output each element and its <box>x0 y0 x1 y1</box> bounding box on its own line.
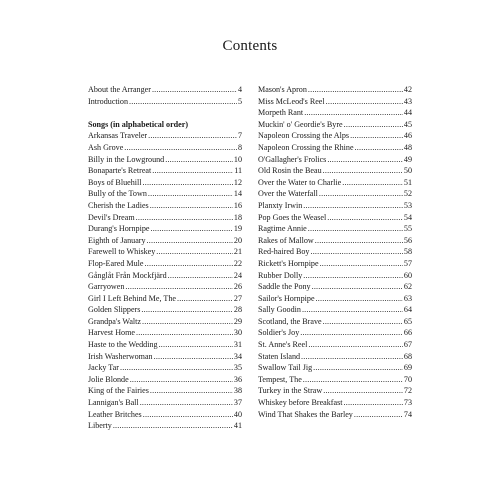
toc-entry-page: 7 <box>237 131 242 141</box>
dot-leader <box>129 96 237 108</box>
toc-entry[interactable] <box>88 293 242 305</box>
toc-entry-page: 72 <box>403 386 412 396</box>
dot-leader <box>159 339 233 351</box>
toc-entry-title: Farewell to Whiskey <box>88 247 156 257</box>
toc-entry-title: St. Anne's Reel <box>258 340 308 350</box>
contents-column-left <box>88 84 242 432</box>
toc-entry-page: 10 <box>233 154 242 164</box>
toc-entry[interactable] <box>88 165 242 177</box>
dot-leader <box>327 154 403 166</box>
toc-entry-title: Muckin' o' Geordie's Byre <box>258 119 343 129</box>
toc-entry-page: 21 <box>233 247 242 257</box>
songs-list-right <box>258 84 412 420</box>
toc-entry-page: 37 <box>233 398 242 408</box>
dot-leader <box>326 96 403 108</box>
toc-entry-page: 43 <box>403 96 412 106</box>
toc-entry-page: 46 <box>403 131 412 141</box>
dot-leader <box>148 130 237 142</box>
dot-leader <box>143 177 233 189</box>
dot-leader <box>316 293 403 305</box>
contents-column-right <box>258 84 412 420</box>
toc-entry-page: 35 <box>233 363 242 373</box>
toc-entry-title: O'Gallagher's Frolics <box>258 154 327 164</box>
toc-entry[interactable] <box>258 374 412 386</box>
toc-entry-title: Boys of Bluehill <box>88 177 142 187</box>
toc-entry-page: 60 <box>403 270 412 280</box>
toc-entry-page: 26 <box>233 282 242 292</box>
toc-entry-page: 38 <box>233 386 242 396</box>
toc-entry-title: Bully of the Town <box>88 189 147 199</box>
toc-entry-page: 19 <box>233 224 242 234</box>
toc-entry-title: Ash Grove <box>88 142 124 152</box>
toc-entry-page: 36 <box>233 374 242 384</box>
toc-entry-page: 41 <box>233 421 242 431</box>
toc-entry[interactable] <box>88 84 242 96</box>
dot-leader <box>136 327 233 339</box>
toc-entry[interactable] <box>258 327 412 339</box>
toc-entry[interactable] <box>258 362 412 374</box>
toc-entry[interactable] <box>258 130 412 142</box>
toc-entry-title: Arkansas Traveler <box>88 131 148 141</box>
toc-entry-page: 16 <box>233 200 242 210</box>
toc-entry-page: 4 <box>237 85 242 94</box>
toc-entry-title: Golden Slippers <box>88 305 141 315</box>
dot-leader <box>148 188 233 200</box>
toc-entry-page: 29 <box>233 316 242 326</box>
toc-entry-page: 48 <box>403 142 412 152</box>
toc-entry-title: Rickett's Hornpipe <box>258 258 319 268</box>
toc-entry-page: 11 <box>234 166 242 176</box>
dot-leader <box>156 246 233 258</box>
spacer <box>88 107 242 119</box>
toc-entry[interactable] <box>88 258 242 270</box>
toc-entry-title: Swallow Tail Jig <box>258 363 313 373</box>
dot-leader <box>150 223 232 235</box>
dot-leader <box>300 327 403 339</box>
dot-leader <box>140 397 233 409</box>
toc-entry-title: Devil's Dream <box>88 212 135 222</box>
dot-leader <box>327 212 403 224</box>
toc-entry-title: Mason's Apron <box>258 85 307 94</box>
toc-entry-page: 22 <box>233 258 242 268</box>
dot-leader <box>152 165 233 177</box>
section-heading: Songs (in alphabetical order) <box>88 119 189 129</box>
toc-entry[interactable] <box>258 270 412 282</box>
toc-entry[interactable] <box>88 177 242 189</box>
dot-leader <box>323 385 403 397</box>
toc-entry[interactable] <box>88 281 242 293</box>
dot-leader <box>342 177 403 189</box>
toc-entry-page: 74 <box>403 409 412 419</box>
toc-entry-title: King of the Fairies <box>88 386 149 396</box>
toc-entry-title: Saddle the Pony <box>258 282 311 292</box>
toc-entry[interactable] <box>258 409 412 421</box>
toc-entry-title: Whiskey before Breakfast <box>258 398 343 408</box>
toc-entry[interactable] <box>258 293 412 305</box>
toc-entry-page: 53 <box>403 200 412 210</box>
toc-entry[interactable] <box>258 200 412 212</box>
toc-entry-title: Garryowen <box>88 282 125 292</box>
toc-entry[interactable] <box>258 246 412 258</box>
toc-entry-page: 28 <box>233 305 242 315</box>
toc-entry[interactable] <box>258 84 412 96</box>
toc-entry-title: Old Rosin the Beau <box>258 166 322 176</box>
toc-entry-page: 55 <box>403 224 412 234</box>
toc-entry-title: Red-haired Boy <box>258 247 310 257</box>
dot-leader <box>310 246 402 258</box>
toc-entry-page: 65 <box>403 316 412 326</box>
toc-entry-title: Napoleon Crossing the Alps <box>258 131 350 141</box>
toc-entry[interactable] <box>258 188 412 200</box>
toc-entry[interactable] <box>258 385 412 397</box>
dot-leader <box>355 142 403 154</box>
toc-entry[interactable] <box>88 420 242 432</box>
toc-entry[interactable] <box>258 339 412 351</box>
toc-entry-title: About the Arranger <box>88 85 151 94</box>
toc-entry-title: Over the Water to Charlie <box>258 177 342 187</box>
toc-entry-page: 69 <box>403 363 412 373</box>
toc-entry[interactable] <box>258 304 412 316</box>
dot-leader <box>313 362 403 374</box>
toc-entry[interactable] <box>258 316 412 328</box>
toc-entry[interactable] <box>88 188 242 200</box>
toc-entry-page: 52 <box>403 189 412 199</box>
dot-leader <box>308 84 403 96</box>
toc-entry[interactable] <box>88 374 242 386</box>
toc-entry[interactable] <box>258 351 412 363</box>
toc-entry-title: Harvest Home <box>88 328 135 338</box>
toc-entry-title: Pop Goes the Weasel <box>258 212 327 222</box>
toc-entry-title: Bonaparte's Retreat <box>88 166 152 176</box>
dot-leader <box>147 235 233 247</box>
toc-entry[interactable] <box>258 142 412 154</box>
toc-entry-page: 58 <box>403 247 412 257</box>
dot-leader <box>125 281 233 293</box>
toc-entry-title: Rubber Dolly <box>258 270 303 280</box>
toc-entry-page: 34 <box>233 351 242 361</box>
toc-entry[interactable] <box>88 397 242 409</box>
toc-entry[interactable] <box>258 107 412 119</box>
toc-entry-title: Gånglåt Från Mockfjärd <box>88 270 167 280</box>
toc-entry-page: 18 <box>233 212 242 222</box>
toc-entry-title: Ragtime Annie <box>258 224 307 234</box>
page-title: Contents <box>222 38 278 54</box>
toc-entry[interactable] <box>88 362 242 374</box>
toc-entry-page: 24 <box>233 270 242 280</box>
dot-leader <box>344 397 403 409</box>
dot-leader <box>303 200 403 212</box>
toc-entry[interactable] <box>258 223 412 235</box>
toc-entry-title: Miss McLeod's Reel <box>258 96 325 106</box>
toc-entry-page: 40 <box>233 409 242 419</box>
toc-entry[interactable] <box>258 258 412 270</box>
toc-entry-title: Wind That Shakes the Barley <box>258 409 353 419</box>
dot-leader <box>344 119 403 131</box>
toc-entry[interactable] <box>88 270 242 282</box>
toc-entry-page: 56 <box>403 235 412 245</box>
toc-entry[interactable] <box>88 223 242 235</box>
dot-leader <box>315 235 403 247</box>
toc-entry-title: Napoleon Crossing the Rhine <box>258 142 354 152</box>
songs-list-left <box>88 130 242 431</box>
toc-entry-title: Sailor's Hornpipe <box>258 293 315 303</box>
toc-entry[interactable] <box>88 339 242 351</box>
dot-leader <box>304 107 403 119</box>
toc-entry[interactable] <box>88 304 242 316</box>
toc-entry[interactable] <box>88 154 242 166</box>
toc-entry-page: 45 <box>403 119 412 129</box>
toc-entry-page: 57 <box>403 258 412 268</box>
dot-leader <box>302 304 403 316</box>
dot-leader <box>319 188 403 200</box>
toc-entry[interactable] <box>258 165 412 177</box>
dot-leader <box>120 362 233 374</box>
toc-entry-page: 50 <box>403 166 412 176</box>
toc-entry-page: 20 <box>233 235 242 245</box>
toc-entry-page: 5 <box>237 96 242 106</box>
toc-entry[interactable] <box>88 246 242 258</box>
toc-entry-page: 66 <box>403 328 412 338</box>
toc-entry-page: 67 <box>403 340 412 350</box>
dot-leader <box>141 304 233 316</box>
dot-leader <box>150 200 233 212</box>
toc-entry-page: 8 <box>237 142 242 152</box>
dot-leader <box>350 130 403 142</box>
toc-entry-title: Durang's Hornpipe <box>88 224 150 234</box>
toc-entry-page: 31 <box>233 340 242 350</box>
toc-entry-title: Girl I Left Behind Me, The <box>88 293 176 303</box>
toc-entry-title: Irish Washerwoman <box>88 351 153 361</box>
toc-entry-page: 51 <box>403 177 412 187</box>
dot-leader <box>303 374 403 386</box>
toc-entry-page: 64 <box>403 305 412 315</box>
dot-leader <box>136 212 233 224</box>
toc-entry-title: Jolie Blonde <box>88 374 129 384</box>
toc-entry[interactable] <box>88 327 242 339</box>
toc-entry[interactable] <box>88 385 242 397</box>
toc-entry-page: 14 <box>233 189 242 199</box>
dot-leader <box>312 281 403 293</box>
toc-entry-page: 63 <box>403 293 412 303</box>
dot-leader <box>113 420 233 432</box>
toc-entry-title: Haste to the Wedding <box>88 340 158 350</box>
toc-entry-page: 70 <box>403 374 412 384</box>
toc-entry-title: Leather Britches <box>88 409 142 419</box>
toc-entry-title: Jacky Tar <box>88 363 119 373</box>
toc-entry-title: Morpeth Rant <box>258 108 304 118</box>
dot-leader <box>152 84 237 96</box>
toc-entry[interactable] <box>258 96 412 108</box>
toc-entry-page: 44 <box>403 108 412 118</box>
toc-entry-title: Rakes of Mallow <box>258 235 314 245</box>
dot-leader <box>150 385 233 397</box>
dot-leader <box>303 270 403 282</box>
toc-entry[interactable] <box>88 351 242 363</box>
toc-entry-title: Eighth of January <box>88 235 146 245</box>
toc-entry[interactable] <box>88 130 242 142</box>
toc-entry[interactable] <box>258 177 412 189</box>
dot-leader <box>165 154 233 166</box>
toc-entry-title: Lannigan's Ball <box>88 398 139 408</box>
dot-leader <box>142 316 233 328</box>
toc-entry[interactable] <box>88 96 242 108</box>
toc-entry-title: Grandpa's Waltz <box>88 316 142 326</box>
toc-entry[interactable] <box>258 154 412 166</box>
toc-entry-title: Staten Island <box>258 351 301 361</box>
toc-entry[interactable] <box>88 316 242 328</box>
dot-leader <box>320 258 403 270</box>
toc-entry-title: Flop-Eared Mule <box>88 258 144 268</box>
dot-leader <box>301 351 403 363</box>
toc-entry[interactable] <box>258 212 412 224</box>
toc-entry-title: Billy in the Lowground <box>88 154 165 164</box>
dot-leader <box>145 258 233 270</box>
dot-leader <box>308 339 403 351</box>
toc-entry-page: 62 <box>403 282 412 292</box>
dot-leader <box>154 351 233 363</box>
dot-leader <box>323 316 403 328</box>
toc-entry[interactable] <box>258 281 412 293</box>
dot-leader <box>323 165 403 177</box>
front-matter-list <box>88 84 242 107</box>
toc-entry-page: 49 <box>403 154 412 164</box>
toc-entry[interactable] <box>258 119 412 131</box>
toc-entry[interactable] <box>88 212 242 224</box>
dot-leader <box>308 223 403 235</box>
toc-entry-title: Soldier's Joy <box>258 328 300 338</box>
toc-entry-title: Introduction <box>88 96 129 106</box>
toc-entry-page: 30 <box>233 328 242 338</box>
dot-leader <box>130 374 233 386</box>
toc-entry-page: 68 <box>403 351 412 361</box>
toc-entry[interactable] <box>88 142 242 154</box>
toc-entry-page: 27 <box>233 293 242 303</box>
toc-entry-page: 42 <box>403 85 412 94</box>
toc-entry[interactable] <box>88 200 242 212</box>
toc-entry[interactable] <box>88 235 242 247</box>
toc-entry[interactable] <box>88 409 242 421</box>
toc-entry-title: Turkey in the Straw <box>258 386 323 396</box>
toc-entry[interactable] <box>258 397 412 409</box>
toc-entry-page: 54 <box>403 212 412 222</box>
toc-entry-title: Scotland, the Brave <box>258 316 322 326</box>
toc-entry-title: Over the Waterfall <box>258 189 318 199</box>
dot-leader <box>168 270 233 282</box>
dot-leader <box>124 142 237 154</box>
toc-entry[interactable] <box>258 235 412 247</box>
toc-entry-title: Liberty <box>88 421 112 431</box>
toc-entry-page: 12 <box>233 177 242 187</box>
toc-entry-title: Planxty Irwin <box>258 200 303 210</box>
toc-entry-title: Sally Goodin <box>258 305 301 315</box>
toc-entry-page: 73 <box>403 398 412 408</box>
dot-leader <box>177 293 233 305</box>
dot-leader <box>354 409 403 421</box>
toc-entry-title: Cherish the Ladies <box>88 200 149 210</box>
dot-leader <box>143 409 233 421</box>
toc-entry-title: Tempest, The <box>258 374 302 384</box>
